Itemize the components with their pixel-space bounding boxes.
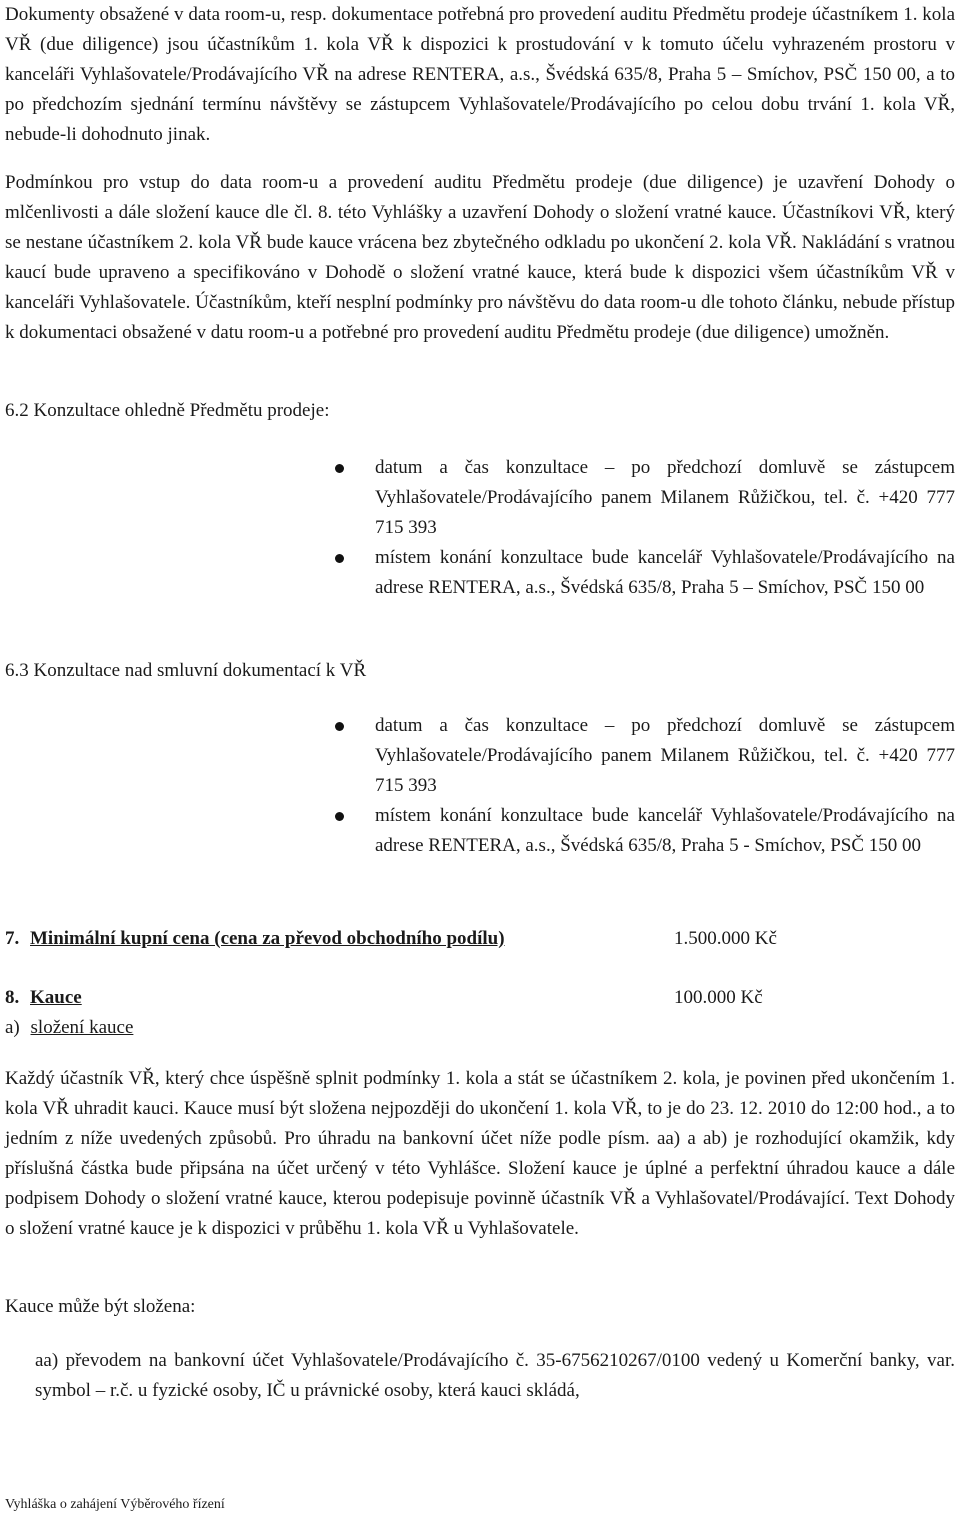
section-8a-row — [5, 1013, 133, 1043]
paragraph-kauce: Každý účastník VŘ, který chce úspěšně splnit podmínky 1. kola a stát se účastníkem 2. kola, je povinen před ukončením 1. kola VŘ uhradit kauci. Kauce musí být složena nejpozději do ukončení 1. kola VŘ, to je do 23. 12. 2010 do 12:00 hod., a to jedním z níže uvedených způsobů. Pro úhradu na bankovní účet níže podle písm. aa) a ab) je rozhodující okamžik, kdy příslušná částka bude připsána na účet určený v této Vyhlášce. Složení kauce je úplné a perfektní úhradou kauce a dále podpisem Dohody o složení vratné kauce, kterou podepisuje povinně účastník VŘ a Vyhlašovatel/Prodávající. Text Dohody o složení vratné kauce je k dispozici v průběhu 1. kola VŘ u Vyhlašovatele. — [5, 1068, 955, 1239]
paragraph-dataroom-conditions: Podmínkou pro vstup do data room-u a provedení auditu Předmětu prodeje (due diligence) je uzavření Dohody o mlčenlivosti a dále složení kauce dle čl. 8. této Vyhlášky a uzavření Dohody o složení vratné kauce. Účastníkovi VŘ, který se nestane účastníkem 2. kola VŘ bude kauce vrácena bez zbytečného odkladu po ukončení 2. kola VŘ. Nakládání s vratnou kaucí bude upraveno a specifikováno v Dohodě o složení vratné kauce, která bude k dispozici všem účastníkům VŘ v kanceláři Vyhlašovatele. Účastníkům, kteří nesplní podmínky pro návštěvu do data room-u dle tohoto článku, nebude přístup k dokumentaci obsažené v datu room-u a potřebné pro provedení auditu Předmětu prodeje (due diligence) umožněn. — [5, 172, 955, 343]
section-7-title: Minimální kupní cena (cena za převod obchodního podílu) — [30, 928, 505, 949]
section-8-value: 100.000 Kč — [674, 987, 763, 1008]
section-8-title: Kauce — [30, 987, 82, 1008]
list-item — [375, 453, 955, 543]
bullet-icon — [335, 554, 344, 563]
heading-6-3: 6.3 Konzultace nad smluvní dokumentací k VŘ — [5, 660, 367, 681]
list-item — [375, 711, 955, 801]
heading-6-2: 6.2 Konzultace ohledně Předmětu prodeje: — [5, 400, 330, 421]
list-item-text: datum a čas konzultace – po předchozí domluvě se zástupcem Vyhlašovatele/Prodávajícího panem Milanem Růžičkou, tel. č. +420 777 715 393 — [375, 715, 955, 796]
bullet-list-6-2 — [375, 453, 955, 603]
list-item — [375, 543, 955, 603]
list-item-text: místem konání konzultace bude kancelář Vyhlašovatele/Prodávajícího na adrese RENTERA, a.s., Švédská 635/8, Praha 5 – Smíchov, PSČ 150 00 — [375, 547, 955, 598]
section-8-row — [5, 983, 82, 1013]
section-8a-label: a) — [5, 1017, 20, 1038]
paragraph-kauce-muze: Kauce může být složena: — [5, 1296, 196, 1317]
list-item-text: místem konání konzultace bude kancelář Vyhlašovatele/Prodávajícího na adrese RENTERA, a.s., Švédská 635/8, Praha 5 - Smíchov, PSČ 150 00 — [375, 805, 955, 856]
section-7-row — [5, 924, 505, 954]
bullet-icon — [335, 464, 344, 473]
paragraph-aa: aa) převodem na bankovní účet Vyhlašovatele/Prodávajícího č. 35-6756210267/0100 vedený u Komerční banky, var. symbol – r.č. u fyzické osoby, IČ u právnické osoby, která kauci skládá, — [35, 1350, 955, 1401]
bullet-list-6-3 — [375, 711, 955, 861]
list-item — [375, 801, 955, 861]
section-8a-title: složení kauce — [30, 1017, 134, 1038]
section-7-value: 1.500.000 Kč — [674, 928, 777, 949]
list-item-text: datum a čas konzultace – po předchozí domluvě se zástupcem Vyhlašovatele/Prodávajícího panem Milanem Růžičkou, tel. č. +420 777 715 393 — [375, 457, 955, 538]
section-8-number: 8. — [5, 987, 20, 1008]
bullet-icon — [335, 722, 344, 731]
bullet-icon — [335, 812, 344, 821]
paragraph-dataroom-documents: Dokumenty obsažené v data room-u, resp. dokumentace potřebná pro provedení auditu Předmětu prodeje účastníkem 1. kola VŘ (due diligence) jsou účastníkům 1. kola VŘ k dispozici k prostudování v k tomuto účelu vyhrazeném prostoru v kanceláři Vyhlašovatele/Prodávajícího VŘ na adrese RENTERA, a.s., Švédská 635/8, Praha 5 – Smíchov, PSČ 150 00, a to po předchozím sjednání termínu návštěvy se zástupcem Vyhlašovatele/Prodávajícího po celou dobu trvání 1. kola VŘ, nebude-li dohodnuto jinak. — [5, 4, 955, 145]
page-footer: Vyhláška o zahájení Výběrového řízení — [5, 1497, 225, 1512]
section-7-number: 7. — [5, 928, 20, 949]
